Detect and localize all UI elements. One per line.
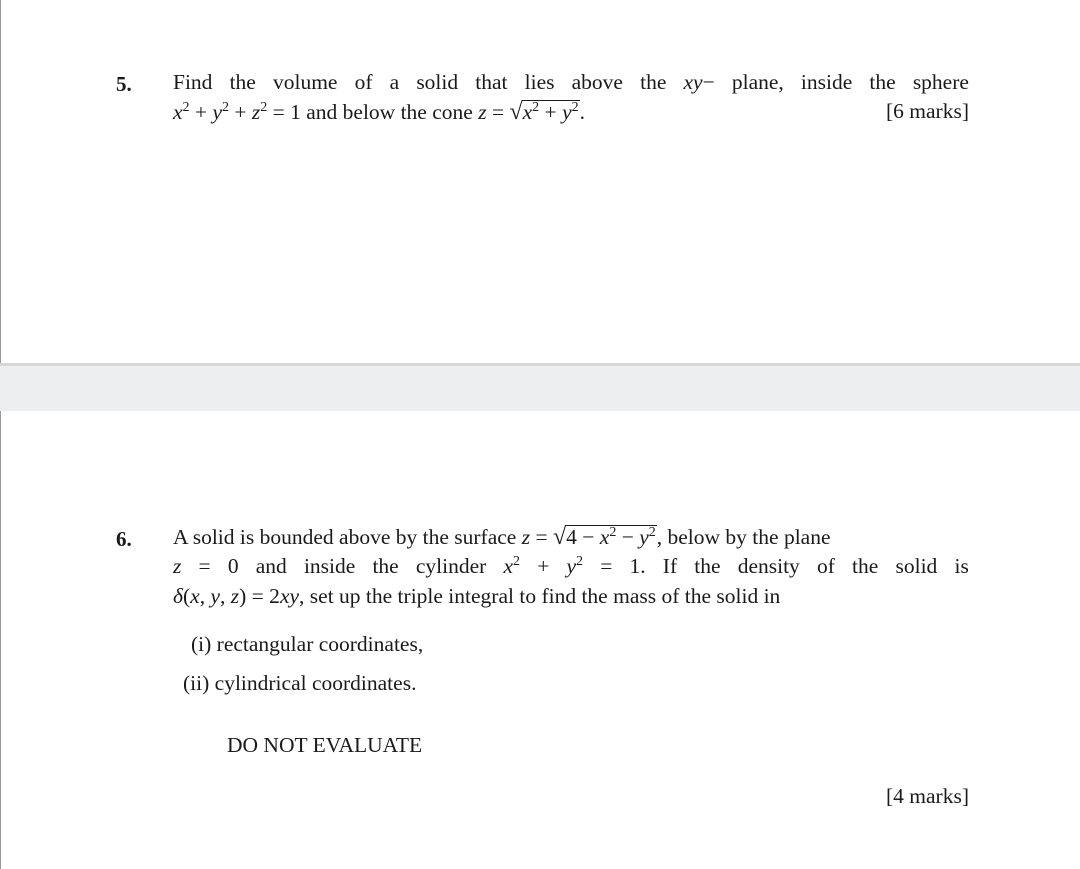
part-ii-text: cylindrical coordinates. (214, 671, 417, 695)
question-6-part-ii (183, 671, 416, 696)
page-separator (0, 363, 1080, 411)
question-5-number: 5. (116, 72, 132, 96)
question-6-part-i (191, 632, 423, 657)
part-i-label: (i) (191, 632, 212, 656)
question-6-number: 6. (116, 527, 132, 551)
question-6-instruction: DO NOT EVALUATE (227, 733, 423, 757)
part-i-text: rectangular coordinates, (216, 632, 424, 656)
document-page-top (0, 0, 1080, 363)
question-6-line-1: A solid is bounded above by the surface $z = √4 - x^2 - y^2$, below by the plane (173, 524, 831, 550)
question-6-marks: [4 marks] (886, 784, 969, 808)
part-ii-label: (ii) (183, 671, 210, 695)
document-page-bottom (0, 411, 1080, 869)
question-6-line-2: z = 0 and inside the cylinder $x^2$ + $y^2$ = 1. If the density of the solid is (173, 553, 969, 578)
question-5-marks: [6 marks] (886, 99, 969, 123)
question-6-line-3: δ(x, y, z) = 2xy, set up the triple integral to find the mass of the solid in (173, 584, 781, 608)
question-5-line-1: Find the volume of a solid that lies above the xy− plane, inside the sphere (173, 70, 969, 94)
question-5-line-2: $x^2 + y^2 + z^2 = 1$ and below the cone $z = √x^2 + y^2$. (173, 99, 585, 125)
